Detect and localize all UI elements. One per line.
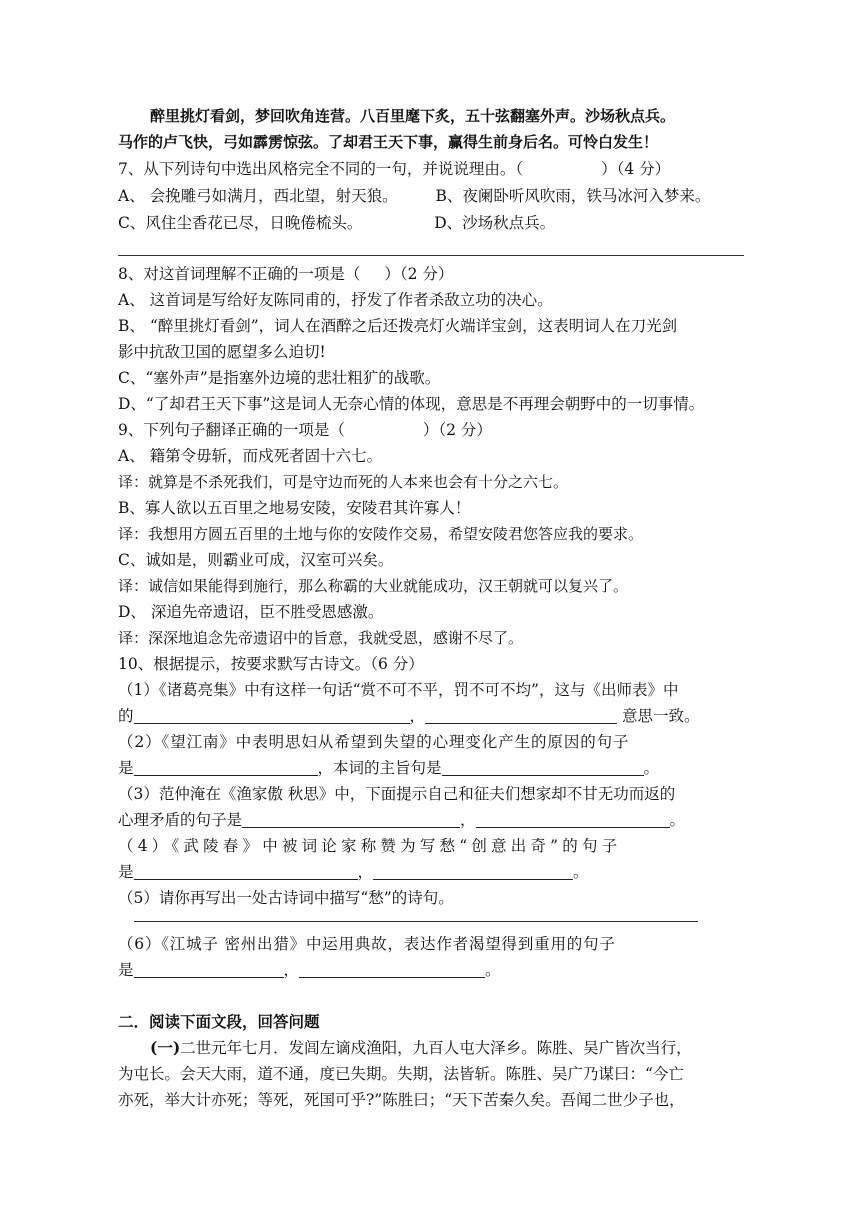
q7-points: ）（4 分）: [601, 160, 671, 178]
q10-item-4-blank-1[interactable]: [134, 863, 358, 880]
q10-stem: 10、根据提示，按要求默写古诗文。（6 分）: [118, 655, 424, 673]
q10-item-1-blanks: [118, 704, 746, 728]
q10-item-2-blank-1[interactable]: [134, 759, 318, 776]
passage-line-1-text: 二世元年七月．发闾左谪戍渔阳，九百人屯大泽乡。陈胜、吴广皆次当行，: [180, 1039, 692, 1057]
q10-item-5-answer-line[interactable]: [134, 921, 698, 922]
poem-line-1: 醉里挑灯看剑，梦回吹角连营。八百里麾下炙，五十弦翻塞外声。沙场秋点兵。: [150, 107, 676, 125]
q8-option-a: A、 这首词是写给好友陈同甫的，抒发了作者杀敌立功的决心。: [118, 291, 553, 309]
q10-item-2-middle: ，本词的主旨句是: [317, 759, 442, 777]
q10-item-1-prefix: 的: [118, 707, 134, 725]
q10-item-2-suffix: 。: [643, 759, 660, 777]
q7-options-ab: [118, 184, 746, 208]
q9-option-d-translation: 译：深深地追念先帝遗诏中的旨意，我就受恩，感谢不尽了。: [118, 629, 524, 647]
q7-stem-text: 7、从下列诗句中选出风格完全不同的一句，并说说理由。（: [118, 160, 524, 178]
q9-points: ）（2 分）: [422, 421, 492, 439]
q9-option-d: D、 深追先帝遗诏，臣不胜受恩感激。: [118, 603, 384, 621]
passage-line-2: 为屯长。会天大雨，道不通，度已失期。失期，法皆斩。陈胜、吴广乃谋曰：“今亡: [118, 1065, 684, 1083]
q9-option-c-translation: 译：诚信如果能得到施行，那么称霸的大业就能成功，汉王朝就可以复兴了。: [118, 577, 629, 595]
q7-option-c: C、风住尘香花已尽，日晚倦梳头。: [118, 214, 363, 232]
passage-line-1: [150, 1036, 746, 1060]
q8-option-b-2: 影中抗敌卫国的愿望多么迫切!: [118, 343, 326, 361]
q10-item-3-blank-2[interactable]: [476, 811, 670, 828]
q10-item-6-blanks: [118, 958, 746, 982]
q10-item-2-blanks: [118, 756, 746, 780]
q10-item-3-comma: ，: [460, 811, 476, 829]
q10-item-3-text: （3）范仲淹在《渔家傲 秋思》中，下面提示自己和征夫们想家却不甘无功而返的: [118, 785, 676, 803]
q10-item-6-prefix: 是: [118, 961, 134, 979]
q7-option-a: A、 会挽雕弓如满月，西北望，射天狼。: [118, 187, 398, 205]
q10-item-6-blank-1[interactable]: [134, 961, 284, 978]
q10-item-1-suffix: 意思一致。: [617, 707, 700, 725]
q10-item-2-prefix: 是: [118, 759, 134, 777]
q10-item-3-suffix: 。: [669, 811, 686, 829]
q10-item-3-prefix: 心理矛盾的句子是: [118, 811, 243, 829]
q10-item-1-blank-2[interactable]: [425, 707, 617, 724]
q10-item-2-blank-2[interactable]: [442, 759, 644, 776]
q10-item-6-blank-2[interactable]: [299, 961, 485, 978]
poem-line-2: 马作的卢飞快，弓如霹雳惊弦。了却君王天下事，赢得生前身后名。可怜白发生！: [118, 133, 659, 151]
q8-option-c: C、“塞外声”是指塞外边境的悲壮粗犷的战歌。: [118, 369, 441, 387]
q10-item-4-prefix: 是: [118, 863, 134, 881]
q9-option-a: A、 籍第令毋斩，而戍死者固十六七。: [118, 447, 383, 465]
q7-options-cd: [118, 211, 746, 235]
q9-option-c: C、诚如是，则霸业可成，汉室可兴矣。: [118, 551, 394, 569]
passage-label: (一): [150, 1038, 181, 1057]
q9-stem-text: 9、下列句子翻译正确的一项是（: [118, 421, 345, 439]
q8-points: ）（2 分）: [384, 265, 454, 283]
q10-item-4-text: （4）《武陵春》中被词论家称赞为写愁“创意出奇”的句子: [118, 837, 622, 855]
q7-option-d: D、沙场秋点兵。: [434, 214, 556, 232]
q7-option-b: B、夜阑卧听风吹雨，铁马冰河入梦来。: [435, 187, 711, 205]
q10-item-1-text: （1）《诸葛亮集》中有这样一句话“赏不可不平，罚不可不均”，这与《出师表》中: [118, 681, 679, 699]
passage-line-3: 亦死，举大计亦死；等死，死国可乎?”陈胜曰；“天下苦秦久矣。吾闻二世少子也，: [118, 1091, 685, 1109]
q10-item-1-comma: ，: [409, 707, 426, 725]
q10-item-1-blank-1[interactable]: [134, 707, 410, 724]
q10-item-3-blanks: [118, 808, 746, 832]
q9-stem: [118, 418, 746, 442]
q9-option-a-translation: 译：就算是不杀死我们，可是守边而死的人本来也会有十分之六七。: [118, 473, 569, 491]
q9-option-b: B、寡人欲以五百里之地易安陵，安陵君其许寡人！: [118, 499, 471, 517]
q10-item-4-blank-2[interactable]: [373, 863, 573, 880]
q8-stem: [118, 262, 746, 286]
q10-item-5-text: （5）请你再写出一处古诗词中描写“愁”的诗句。: [118, 889, 454, 907]
q7-stem: [118, 157, 746, 181]
q9-option-b-translation: 译：我想用方圆五百里的土地与你的安陵作交易，希望安陵君您答应我的要求。: [118, 525, 644, 543]
q10-item-4-suffix: 。: [573, 863, 589, 881]
q7-answer-line[interactable]: [118, 255, 744, 256]
section-2-heading: 二．阅读下面文段，回答问题: [118, 1012, 320, 1031]
q8-option-b-1: B、 “醉里挑灯看剑”，词人在酒醉之后还拨亮灯火端详宝剑，这表明词人在刀光剑: [118, 317, 678, 335]
q10-item-2-text: （2）《望江南》中表明思妇从希望到失望的心理变化产生的原因的句子: [118, 733, 630, 751]
q10-item-6-text: （6）《江城子 密州出猎》中运用典故，表达作者渴望得到重用的句子: [118, 935, 616, 953]
q10-item-6-suffix: 。: [485, 961, 501, 979]
q10-item-3-blank-1[interactable]: [242, 811, 460, 828]
q10-item-4-comma: ，: [357, 863, 374, 881]
q10-item-6-comma: ，: [283, 961, 300, 979]
q8-option-d: D、“了却君王天下事”这是词人无奈心情的体现，意思是不再理会朝野中的一切事情。: [118, 395, 705, 413]
q8-stem-text: 8、对这首词理解不正确的一项是（: [118, 265, 361, 283]
q10-item-4-blanks: [118, 860, 746, 884]
